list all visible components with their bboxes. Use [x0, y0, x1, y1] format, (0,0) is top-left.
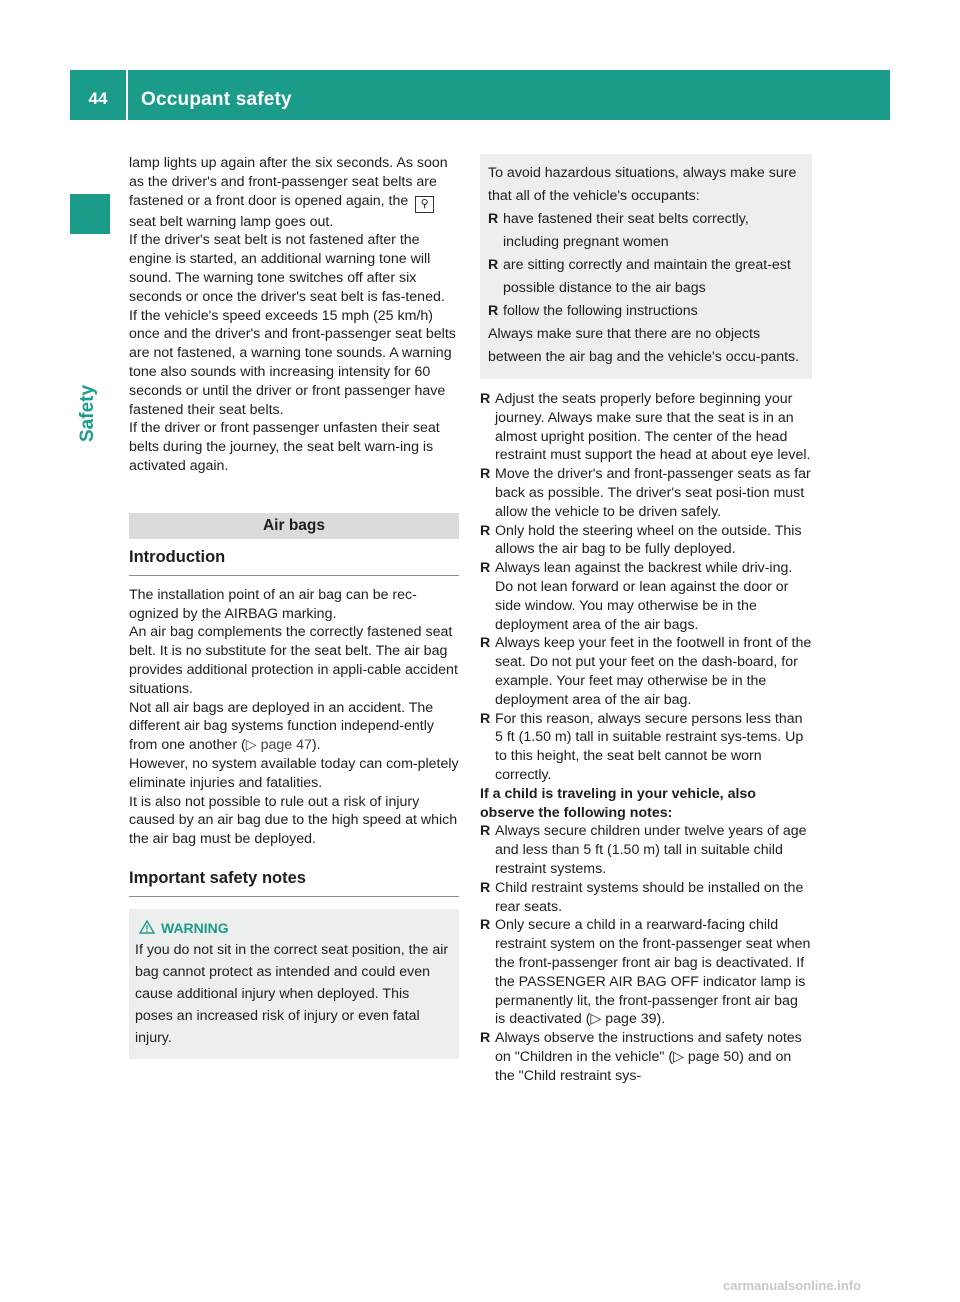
paragraph: However, no system available today can com-pletely eliminate injuries and fatalities.: [129, 755, 459, 791]
warning-triangle-icon: [139, 918, 155, 940]
list-item: R Always observe the instructions and safety notes on "Children in the vehicle" (▷ page 50) and on the "Child restraint sys-: [480, 1030, 802, 1084]
chapter-band-title: Air bags: [129, 513, 459, 539]
child-notes-heading: If a child is traveling in your vehicle, also observe the following notes:: [480, 785, 756, 821]
list-item: R Only secure a child in a rearward-facing child restraint system on the front-passenger seat when the front-passenger front air bag is deactivated. If the PASSENGER AIR BAG OFF indicator lamp is permanently lit, the front-passenger front air bag is deactivated (▷ page 39).: [480, 917, 811, 1028]
paragraph: Not all air bags are deployed in an accident. The different air bag systems function independ-ently from one another (▷ page 47).: [129, 699, 434, 754]
list-item: R are sitting correctly and maintain the great-est possible distance to the air bags: [488, 257, 791, 296]
list-item: R Adjust the seats properly before beginning your journey. Always make sure that the seat is in an almost upright position. The center of the head restraint must support the head at about eye level.: [480, 391, 811, 464]
seatbelt-warning-icon: ⚲: [415, 196, 434, 213]
header-divider: [126, 70, 128, 120]
right-column: [480, 154, 812, 1085]
info-box: [480, 154, 812, 379]
list-item: R follow the following instructions: [488, 303, 698, 319]
page-number: 44: [88, 89, 108, 108]
list-item: R Always keep your feet in the footwell in front of the seat. Do not put your feet on the dash-board, for example. Your feet may otherwise be in the deployment area of the air bag.: [480, 635, 812, 708]
list-item: R Child restraint systems should be installed on the rear seats.: [480, 879, 804, 915]
list-item: R For this reason, always secure persons less than 5 ft (1.50 m) tall in suitable restraint sys-tems. Up to this height, the seat belt cannot be worn correctly.: [480, 710, 804, 783]
heading-introduction: Introduction: [129, 548, 459, 576]
section-title: Occupant safety: [141, 89, 292, 110]
side-section-label: Safety: [77, 384, 98, 442]
paragraph: If the vehicle's speed exceeds 15 mph (25 km/h) once and the driver's and front-passenger seat belts are not fastened, a warning tone sounds. A warning tone also sounds with increasing intensity for 60 seconds or until the driver or front passenger have fastened their seat belts.: [129, 307, 456, 418]
paragraph: If the driver or front passenger unfasten their seat belts during the journey, the seat belt warn-ing is activated again.: [129, 420, 440, 474]
paragraph: lamp lights up again after the six seconds. As soon as the driver's and front-passenger seat belts are fastened or a front door is opened again, the ⚲ seat belt warning lamp goes out.: [129, 155, 448, 230]
paragraph: The installation point of an air bag can be rec-ognized by the AIRBAG marking.: [129, 586, 417, 622]
info-box-outro: Always make sure that there are no objects between the air bag and the vehicle's occu-pants.: [488, 326, 800, 365]
heading-important-safety-notes: Important safety notes: [129, 869, 459, 897]
watermark: carmanualsonline.info: [723, 1278, 861, 1293]
paragraph: An air bag complements the correctly fastened seat belt. It is no substitute for the seat belt. The air bag provides additional protection in appli-cable accident situations.: [129, 624, 458, 697]
page-reference-link[interactable]: ▷ page 47: [245, 737, 312, 754]
list-item: R have fastened their seat belts correctly, including pregnant women: [488, 211, 749, 250]
list-item: R Only hold the steering wheel on the outside. This allows the air bag to be fully deployed.: [480, 522, 802, 558]
side-tab-marker: [70, 194, 110, 234]
list-item: R Always secure children under twelve years of age and less than 5 ft (1.50 m) tall in suitable child restraint systems.: [480, 823, 807, 877]
warning-text: If you do not sit in the correct seat position, the air bag cannot protect as intended and could even cause additional injury when deployed. This poses an increased risk of injury or even fatal injury.: [135, 941, 449, 1046]
list-item: R Move the driver's and front-passenger seats as far back as possible. The driver's seat posi-tion must allow the vehicle to be driven safely.: [480, 466, 811, 520]
warning-box: [129, 909, 459, 1059]
info-box-intro: To avoid hazardous situations, always make sure that all of the vehicle's occupants:: [488, 165, 797, 204]
warning-title: WARNING: [139, 917, 449, 939]
list-item: R Always lean against the backrest while driv-ing. Do not lean forward or lean against the door or side window. You may otherwise be in the deployment area of the air bags.: [480, 560, 793, 633]
paragraph: It is also not possible to rule out a risk of injury caused by an air bag due to the high speed at which the air bag must be deployed.: [129, 793, 458, 848]
left-column: [129, 154, 459, 1059]
paragraph: If the driver's seat belt is not fastened after the engine is started, an additional warning tone will sound. The warning tone switches off after six seconds or once the driver's seat belt is fas-tened.: [129, 232, 445, 305]
